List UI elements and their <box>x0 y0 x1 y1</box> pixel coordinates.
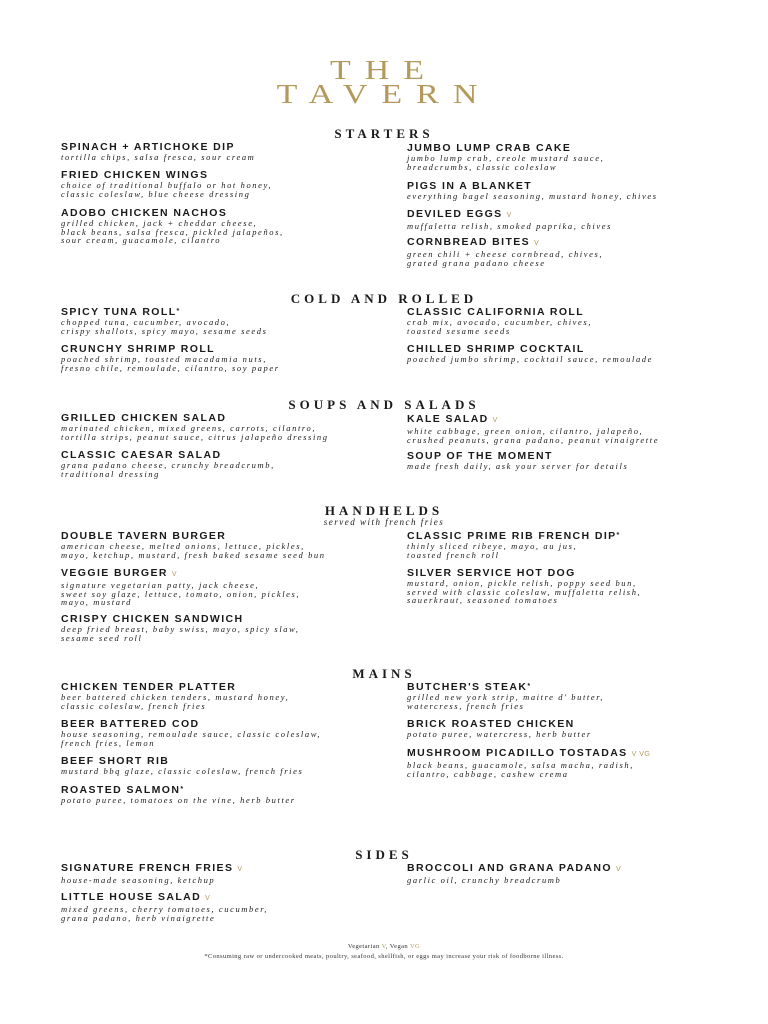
item-name: BEEF SHORT RIB <box>61 755 170 767</box>
menu-item <box>407 747 650 778</box>
item-name: BROCCOLI AND GRANA PADANO <box>407 862 612 874</box>
item-desc: served with classic coleslaw, muffaletta relish, <box>407 586 642 597</box>
raw-warning-asterisk: * <box>616 532 621 539</box>
legend-vegetarian: Vegetarian <box>347 943 380 950</box>
item-name: CLASSIC CAESAR SALAD <box>61 449 222 461</box>
item-name: SPICY TUNA ROLL <box>61 306 177 318</box>
item-desc: french fries, lemon <box>61 737 156 748</box>
menu-item <box>61 449 275 478</box>
item-desc: potato puree, watercress, herb butter <box>407 729 592 739</box>
menu-item <box>61 613 300 642</box>
item-name: DEVILED EGGS <box>407 208 503 220</box>
item-name: SIGNATURE FRENCH FRIES <box>61 862 234 874</box>
item-desc: chopped tuna, cucumber, avocado, <box>61 317 231 327</box>
raw-food-disclaimer: *Consuming raw or undercooked meats, poultry, seafood, shellfish, or eggs may increase your risk of foodborne illness. <box>204 953 564 960</box>
item-desc: beer battered chicken tenders, mustard honey, <box>61 692 290 702</box>
item-desc: muffaletta relish, smoked paprika, chives <box>407 221 613 231</box>
menu-item <box>61 412 329 441</box>
menu-item <box>61 207 284 245</box>
item-name: VEGGIE BURGER <box>61 567 168 579</box>
item-name: SILVER SERVICE HOT DOG <box>407 567 576 579</box>
section-title-soups-and-salads: SOUPS AND SALADS <box>288 397 480 412</box>
item-desc: crushed peanuts, grana padano, peanut vinaigrette <box>407 434 660 445</box>
logo-line-1: THE <box>329 55 439 86</box>
menu-item <box>407 681 604 710</box>
item-name: BUTCHER'S STEAK <box>407 681 528 693</box>
item-desc: green chili + cheese cornbread, chives, <box>407 249 604 259</box>
logo-line-2: TAVERN <box>276 79 492 110</box>
item-desc: grana padano cheese, crunchy breadcrumb, <box>61 460 275 470</box>
menu-item <box>61 784 296 805</box>
menu-item <box>61 306 268 335</box>
dietary-legend <box>0 943 768 950</box>
item-desc: poached jumbo shrimp, cocktail sauce, remoulade <box>407 354 654 364</box>
item-name: CHICKEN TENDER PLATTER <box>61 681 237 693</box>
item-name: GRILLED CHICKEN SALAD <box>61 412 227 424</box>
item-name: CHILLED SHRIMP COCKTAIL <box>407 343 585 355</box>
item-desc: grilled chicken, jack + cheddar cheese, <box>61 218 258 228</box>
vegetarian-tag: V <box>237 866 243 873</box>
menu-item <box>61 169 272 198</box>
vegetarian-tag: V <box>615 866 622 873</box>
section-title-cold-and-rolled: COLD AND ROLLED <box>290 291 478 306</box>
item-desc: mustard bbq glaze, classic coleslaw, french fries <box>61 766 304 776</box>
item-desc: sauerkraut, seasoned tomatoes <box>407 595 559 606</box>
menu-item <box>407 306 592 335</box>
item-desc: black beans, guacamole, salsa macha, radish, <box>407 760 634 770</box>
item-name: BRICK ROASTED CHICKEN <box>407 718 575 730</box>
item-name: JUMBO LUMP CRAB CAKE <box>407 142 572 154</box>
menu-item <box>407 208 612 231</box>
menu-item <box>61 891 268 922</box>
item-desc: poached shrimp, toasted macadamia nuts, <box>61 354 267 364</box>
item-desc: marinated chicken, mixed greens, carrots, cilantro, <box>61 423 317 433</box>
item-desc: mayo, mustard <box>61 597 133 608</box>
menu-item <box>407 343 653 364</box>
section-title-mains: MAINS <box>352 666 416 681</box>
item-desc: classic coleslaw, french fries <box>61 700 207 711</box>
item-desc: garlic oil, crunchy breadcrumb <box>407 875 562 885</box>
vegan-tag: V VG <box>631 751 651 758</box>
item-name: SOUP OF THE MOMENT <box>407 450 553 462</box>
item-desc: crispy shallots, spicy mayo, sesame seeds <box>61 325 268 336</box>
menu-item <box>407 180 658 201</box>
menu-item <box>61 862 243 885</box>
item-desc: mustard, onion, pickle relish, poppy seed bun, <box>407 578 637 588</box>
vegetarian-tag: V <box>205 895 211 902</box>
vegetarian-tag: V <box>534 240 540 247</box>
item-desc: black beans, salsa fresca, pickled jalapeños, <box>61 226 284 237</box>
item-name: ROASTED SALMON <box>61 784 181 796</box>
item-desc: mayo, ketchup, mustard, fresh baked sesame seed bun <box>61 549 326 560</box>
item-desc: sesame seed roll <box>61 632 143 643</box>
section-title-handhelds: HANDHELDS <box>324 503 444 518</box>
item-name: ADOBO CHICKEN NACHOS <box>61 207 228 219</box>
item-desc: traditional dressing <box>61 468 160 479</box>
legend-vegetarian-tag: V <box>381 943 386 950</box>
item-desc: thinly sliced ribeye, mayo, au jus, <box>407 541 578 551</box>
section-title-sides: SIDES <box>355 847 413 862</box>
menu-item <box>407 530 621 559</box>
item-name: PIGS IN A BLANKET <box>407 180 533 192</box>
item-desc: mixed greens, cherry tomatoes, cucumber, <box>61 904 268 914</box>
item-desc: breadcrumbs, classic coleslaw <box>407 161 558 172</box>
vegetarian-tag: V <box>492 417 498 424</box>
menu-item <box>407 413 659 444</box>
menu-item <box>407 236 603 267</box>
item-name: CORNBREAD BITES <box>407 236 531 248</box>
item-name: MUSHROOM PICADILLO TOSTADAS <box>407 747 628 759</box>
menu-item <box>61 141 255 162</box>
menu-item <box>407 450 628 471</box>
item-desc: house-made seasoning, ketchup <box>61 875 216 885</box>
menu-item <box>61 343 280 372</box>
menu-item <box>61 718 321 747</box>
section-title-starters: STARTERS <box>334 126 434 141</box>
item-desc: signature vegetarian patty, jack cheese, <box>61 580 260 590</box>
item-desc: potato puree, tomatoes on the vine, herb butter <box>61 795 296 805</box>
menu-item <box>61 567 300 607</box>
menu-item <box>61 755 303 776</box>
item-desc: white cabbage, green onion, cilantro, jalapeño, <box>407 426 644 436</box>
item-name: LITTLE HOUSE SALAD <box>61 891 202 903</box>
item-name: BEER BATTERED COD <box>61 718 200 730</box>
item-desc: sour cream, guacamole, cilantro <box>61 235 222 246</box>
menu-item <box>61 530 326 559</box>
item-desc: everything bagel seasoning, mustard honey, chives <box>407 191 658 201</box>
item-desc: grana padano, herb vinaigrette <box>61 912 216 923</box>
item-desc: watercress, french fries <box>407 700 525 711</box>
menu-item <box>407 862 621 885</box>
item-desc: grated grana padano cheese <box>407 257 546 268</box>
item-desc: choice of traditional buffalo or hot honey, <box>61 180 273 190</box>
item-desc: made fresh daily, ask your server for details <box>407 461 629 471</box>
raw-warning-asterisk: * <box>180 786 185 793</box>
raw-warning-asterisk: * <box>527 683 532 690</box>
legend-vegan-tag: VG <box>409 943 421 950</box>
item-name: KALE SALAD <box>407 413 489 425</box>
item-name: CRISPY CHICKEN SANDWICH <box>61 613 244 625</box>
item-desc: tortilla chips, salsa fresca, sour cream <box>61 152 256 162</box>
item-name: SPINACH + ARTICHOKE DIP <box>61 141 235 153</box>
item-name: CLASSIC CALIFORNIA ROLL <box>407 306 585 318</box>
item-name: CRUNCHY SHRIMP ROLL <box>61 343 215 355</box>
vegetarian-tag: V <box>506 212 512 219</box>
menu-item <box>61 681 289 710</box>
item-name: FRIED CHICKEN WINGS <box>61 169 209 181</box>
item-desc: jumbo lump crab, creole mustard sauce, <box>407 153 605 163</box>
item-desc: toasted french roll <box>407 549 500 560</box>
item-desc: deep fried breast, baby swiss, mayo, spicy slaw, <box>61 624 300 634</box>
section-subtitle-handhelds: served with french fries <box>323 517 445 527</box>
item-name: DOUBLE TAVERN BURGER <box>61 530 227 542</box>
item-desc: american cheese, melted onions, lettuce, pickles, <box>61 541 305 551</box>
item-desc: cilantro, cabbage, cashew crema <box>407 768 569 779</box>
menu-item <box>407 142 604 171</box>
vegetarian-tag: V <box>171 571 178 578</box>
raw-warning-asterisk: * <box>176 308 181 315</box>
item-desc: toasted sesame seeds <box>407 325 511 336</box>
legend-separator: , <box>385 943 388 950</box>
item-desc: house seasoning, remoulade sauce, classic coleslaw, <box>61 729 322 739</box>
item-desc: grilled new york strip, maitre d' butter, <box>407 692 604 702</box>
menu-item <box>407 567 641 605</box>
legend-vegan: Vegan <box>389 943 409 950</box>
item-name: CLASSIC PRIME RIB FRENCH DIP <box>407 530 617 542</box>
item-desc: tortilla strips, peanut sauce, citrus jalapeño dressing <box>61 431 329 442</box>
item-desc: classic coleslaw, blue cheese dressing <box>61 188 251 199</box>
item-desc: crab mix, avocado, cucumber, chives, <box>407 317 593 327</box>
item-desc: fresno chile, remoulade, cilantro, soy paper <box>61 362 280 373</box>
item-desc: sweet soy glaze, lettuce, tomato, onion, pickles, <box>61 588 301 599</box>
menu-item <box>407 718 592 739</box>
